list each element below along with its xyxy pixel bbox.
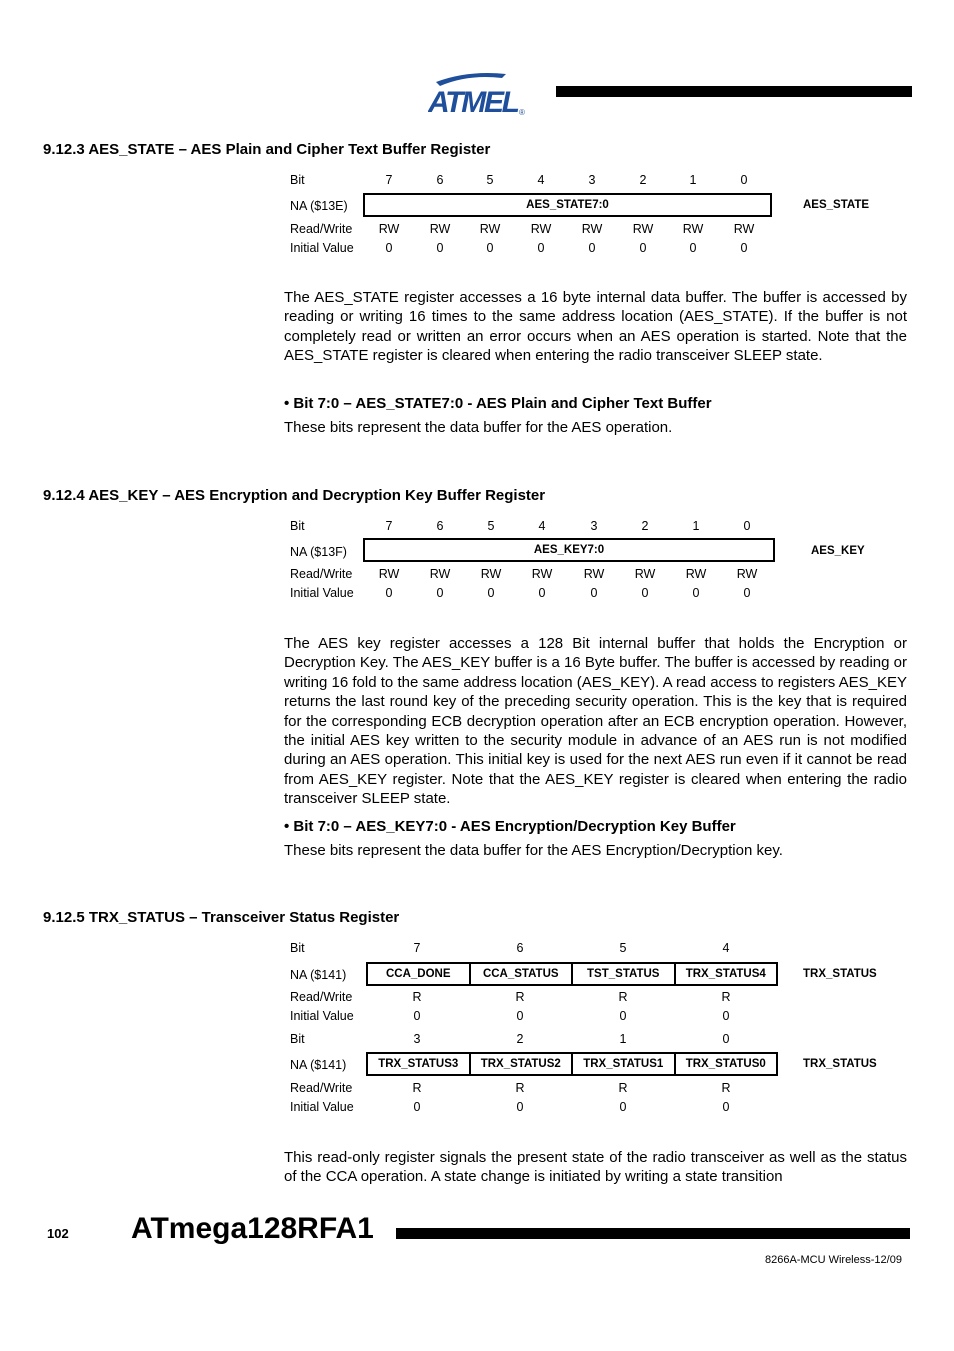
bit-description-text: These bits represent the data buffer for the AES operation. xyxy=(284,419,673,436)
field-tst-status: TST_STATUS xyxy=(571,964,674,984)
bit-number: 7 xyxy=(385,173,393,187)
rw-value: RW xyxy=(530,222,552,236)
register-address: NA ($141) xyxy=(290,1058,347,1072)
initial-value: 0 xyxy=(487,586,495,600)
register-field-aes-key7-0: AES_KEY7:0 xyxy=(363,538,775,562)
bit-description-heading: • Bit 7:0 – AES_STATE7:0 - AES Plain and Cipher Text Buffer xyxy=(284,395,712,412)
bit-number: 6 xyxy=(436,519,444,533)
bit-number: 4 xyxy=(537,173,545,187)
initial-value: 0 xyxy=(538,586,546,600)
initial-value: 0 xyxy=(689,241,697,255)
initial-value: 0 xyxy=(413,1009,421,1023)
bit-number: 3 xyxy=(590,519,598,533)
bit-number: 5 xyxy=(486,173,494,187)
bit-label: Bit xyxy=(290,941,305,955)
bit-number: 0 xyxy=(743,519,751,533)
bit-number: 1 xyxy=(619,1032,627,1046)
register-name: TRX_STATUS xyxy=(803,968,877,980)
read-write-label: Read/Write xyxy=(290,567,353,581)
rw-value: R xyxy=(618,1081,628,1095)
bit-number: 1 xyxy=(689,173,697,187)
bit-number: 3 xyxy=(413,1032,421,1046)
field-trx-status1: TRX_STATUS1 xyxy=(571,1054,674,1074)
initial-value: 0 xyxy=(588,241,596,255)
register-address: NA ($13E) xyxy=(290,199,348,213)
register-fields-trx-status-lo xyxy=(366,1052,778,1076)
bit-label: Bit xyxy=(290,173,305,187)
section-heading-trx-status: 9.12.5 TRX_STATUS – Transceiver Status Register xyxy=(43,909,400,926)
initial-value: 0 xyxy=(639,241,647,255)
rw-value: RW xyxy=(531,567,553,581)
bit-number: 2 xyxy=(641,519,649,533)
field-trx-status4: TRX_STATUS4 xyxy=(674,964,777,984)
bit-number: 6 xyxy=(436,173,444,187)
register-name: AES_STATE xyxy=(803,199,870,211)
rw-value: RW xyxy=(733,222,755,236)
read-write-label: Read/Write xyxy=(290,990,353,1004)
rw-value: RW xyxy=(632,222,654,236)
rw-value: R xyxy=(721,990,731,1004)
body-paragraph: This read-only register signals the present state of the radio transceiver as well as the status of the CCA operation. A state change is initiated by writing a state transition xyxy=(284,1149,907,1186)
rw-value: RW xyxy=(378,222,400,236)
register-fields-trx-status-hi xyxy=(366,962,778,986)
initial-value: 0 xyxy=(516,1009,524,1023)
register-name: TRX_STATUS xyxy=(803,1058,877,1070)
initial-value: 0 xyxy=(641,586,649,600)
bit-number: 2 xyxy=(639,173,647,187)
rw-value: R xyxy=(515,1081,525,1095)
bit-label: Bit xyxy=(290,519,305,533)
initial-value: 0 xyxy=(619,1009,627,1023)
initial-value: 0 xyxy=(692,586,700,600)
bit-label: Bit xyxy=(290,1032,305,1046)
document-reference: 8266A-MCU Wireless-12/09 xyxy=(765,1254,902,1266)
rw-value: RW xyxy=(682,222,704,236)
footer-bar xyxy=(396,1228,910,1239)
bit-number: 5 xyxy=(487,519,495,533)
rw-value: RW xyxy=(480,567,502,581)
initial-value-label: Initial Value xyxy=(290,586,354,600)
bit-number: 7 xyxy=(385,519,393,533)
rw-value: RW xyxy=(583,567,605,581)
rw-value: R xyxy=(412,990,422,1004)
bit-number: 6 xyxy=(516,941,524,955)
rw-value: RW xyxy=(634,567,656,581)
rw-value: RW xyxy=(429,567,451,581)
rw-value: RW xyxy=(479,222,501,236)
section-heading-aes-state: 9.12.3 AES_STATE – AES Plain and Cipher Text Buffer Register xyxy=(43,141,491,158)
bit-number: 4 xyxy=(722,941,730,955)
rw-value: RW xyxy=(581,222,603,236)
initial-value-label: Initial Value xyxy=(290,241,354,255)
body-paragraph: The AES key register accesses a 128 Bit internal buffer that holds the Encryption or Decryption Key. The AES_KEY buffer is a 16 Byte buffer. The buffer is accessed by reading or writing 16 fold to the same address location (AES_KEY). A read access to registers AES_KEY returns the last round key of the preceding security operation. This is the key that is required for the corresponding ECB decryption operation after an ECB encryption operation. However, the initial AES key written to the security module in advance of an AES run is not modified during an AES operation. This initial key is used for the next AES run even if it cannot be read from AES_KEY register. Note that the AES_KEY register is cleared when entering the radio transceiver SLEEP state. xyxy=(284,635,907,808)
initial-value: 0 xyxy=(590,586,598,600)
bit-description-text: These bits represent the data buffer for the AES Encryption/Decryption key. xyxy=(284,842,783,859)
initial-value-label: Initial Value xyxy=(290,1009,354,1023)
bit-number: 0 xyxy=(740,173,748,187)
initial-value: 0 xyxy=(413,1100,421,1114)
bit-number: 0 xyxy=(722,1032,730,1046)
document-title: ATmega128RFA1 xyxy=(131,1212,374,1245)
initial-value: 0 xyxy=(436,241,444,255)
logo-text: ATMEL xyxy=(428,86,520,116)
initial-value: 0 xyxy=(385,241,393,255)
initial-value: 0 xyxy=(722,1100,730,1114)
rw-value: RW xyxy=(378,567,400,581)
register-address: NA ($141) xyxy=(290,968,347,982)
bit-description-heading: • Bit 7:0 – AES_KEY7:0 - AES Encryption/Decryption Key Buffer xyxy=(284,818,736,835)
read-write-label: Read/Write xyxy=(290,222,353,236)
register-name: AES_KEY xyxy=(811,545,865,557)
rw-value: RW xyxy=(736,567,758,581)
bit-number: 5 xyxy=(619,941,627,955)
bit-number: 2 xyxy=(516,1032,524,1046)
bit-number: 4 xyxy=(538,519,546,533)
field-cca-done: CCA_DONE xyxy=(385,968,451,980)
bit-number: 3 xyxy=(588,173,596,187)
initial-value: 0 xyxy=(385,586,393,600)
bit-number: 1 xyxy=(692,519,700,533)
initial-value: 0 xyxy=(722,1009,730,1023)
section-heading-aes-key: 9.12.4 AES_KEY – AES Encryption and Decryption Key Buffer Register xyxy=(43,487,546,504)
page-number: 102 xyxy=(47,1226,69,1241)
initial-value: 0 xyxy=(619,1100,627,1114)
header-bar xyxy=(556,86,912,97)
rw-value: R xyxy=(412,1081,422,1095)
initial-value: 0 xyxy=(537,241,545,255)
initial-value-label: Initial Value xyxy=(290,1100,354,1114)
initial-value: 0 xyxy=(516,1100,524,1114)
atmel-logo xyxy=(428,68,528,116)
register-address: NA ($13F) xyxy=(290,545,347,559)
initial-value: 0 xyxy=(743,586,751,600)
initial-value: 0 xyxy=(436,586,444,600)
rw-value: R xyxy=(721,1081,731,1095)
rw-value: RW xyxy=(685,567,707,581)
registered-mark: ® xyxy=(519,108,525,116)
body-paragraph: The AES_STATE register accesses a 16 byte internal data buffer. The buffer is accessed by reading or writing 16 times to the same address location (AES_STATE). If the buffer is not completely read or written an error occurs when an AES operation is started. Note that the AES_STATE register is cleared when entering the radio transceiver SLEEP state. xyxy=(284,289,907,365)
read-write-label: Read/Write xyxy=(290,1081,353,1095)
rw-value: R xyxy=(515,990,525,1004)
field-trx-status2: TRX_STATUS2 xyxy=(469,1054,572,1074)
rw-value: R xyxy=(618,990,628,1004)
field-cca-status: CCA_STATUS xyxy=(469,964,572,984)
field-trx-status0: TRX_STATUS0 xyxy=(674,1054,777,1074)
field-trx-status3: TRX_STATUS3 xyxy=(378,1058,459,1070)
initial-value: 0 xyxy=(740,241,748,255)
initial-value: 0 xyxy=(486,241,494,255)
register-field-aes-state7-0: AES_STATE7:0 xyxy=(363,193,772,217)
bit-number: 7 xyxy=(413,941,421,955)
rw-value: RW xyxy=(429,222,451,236)
